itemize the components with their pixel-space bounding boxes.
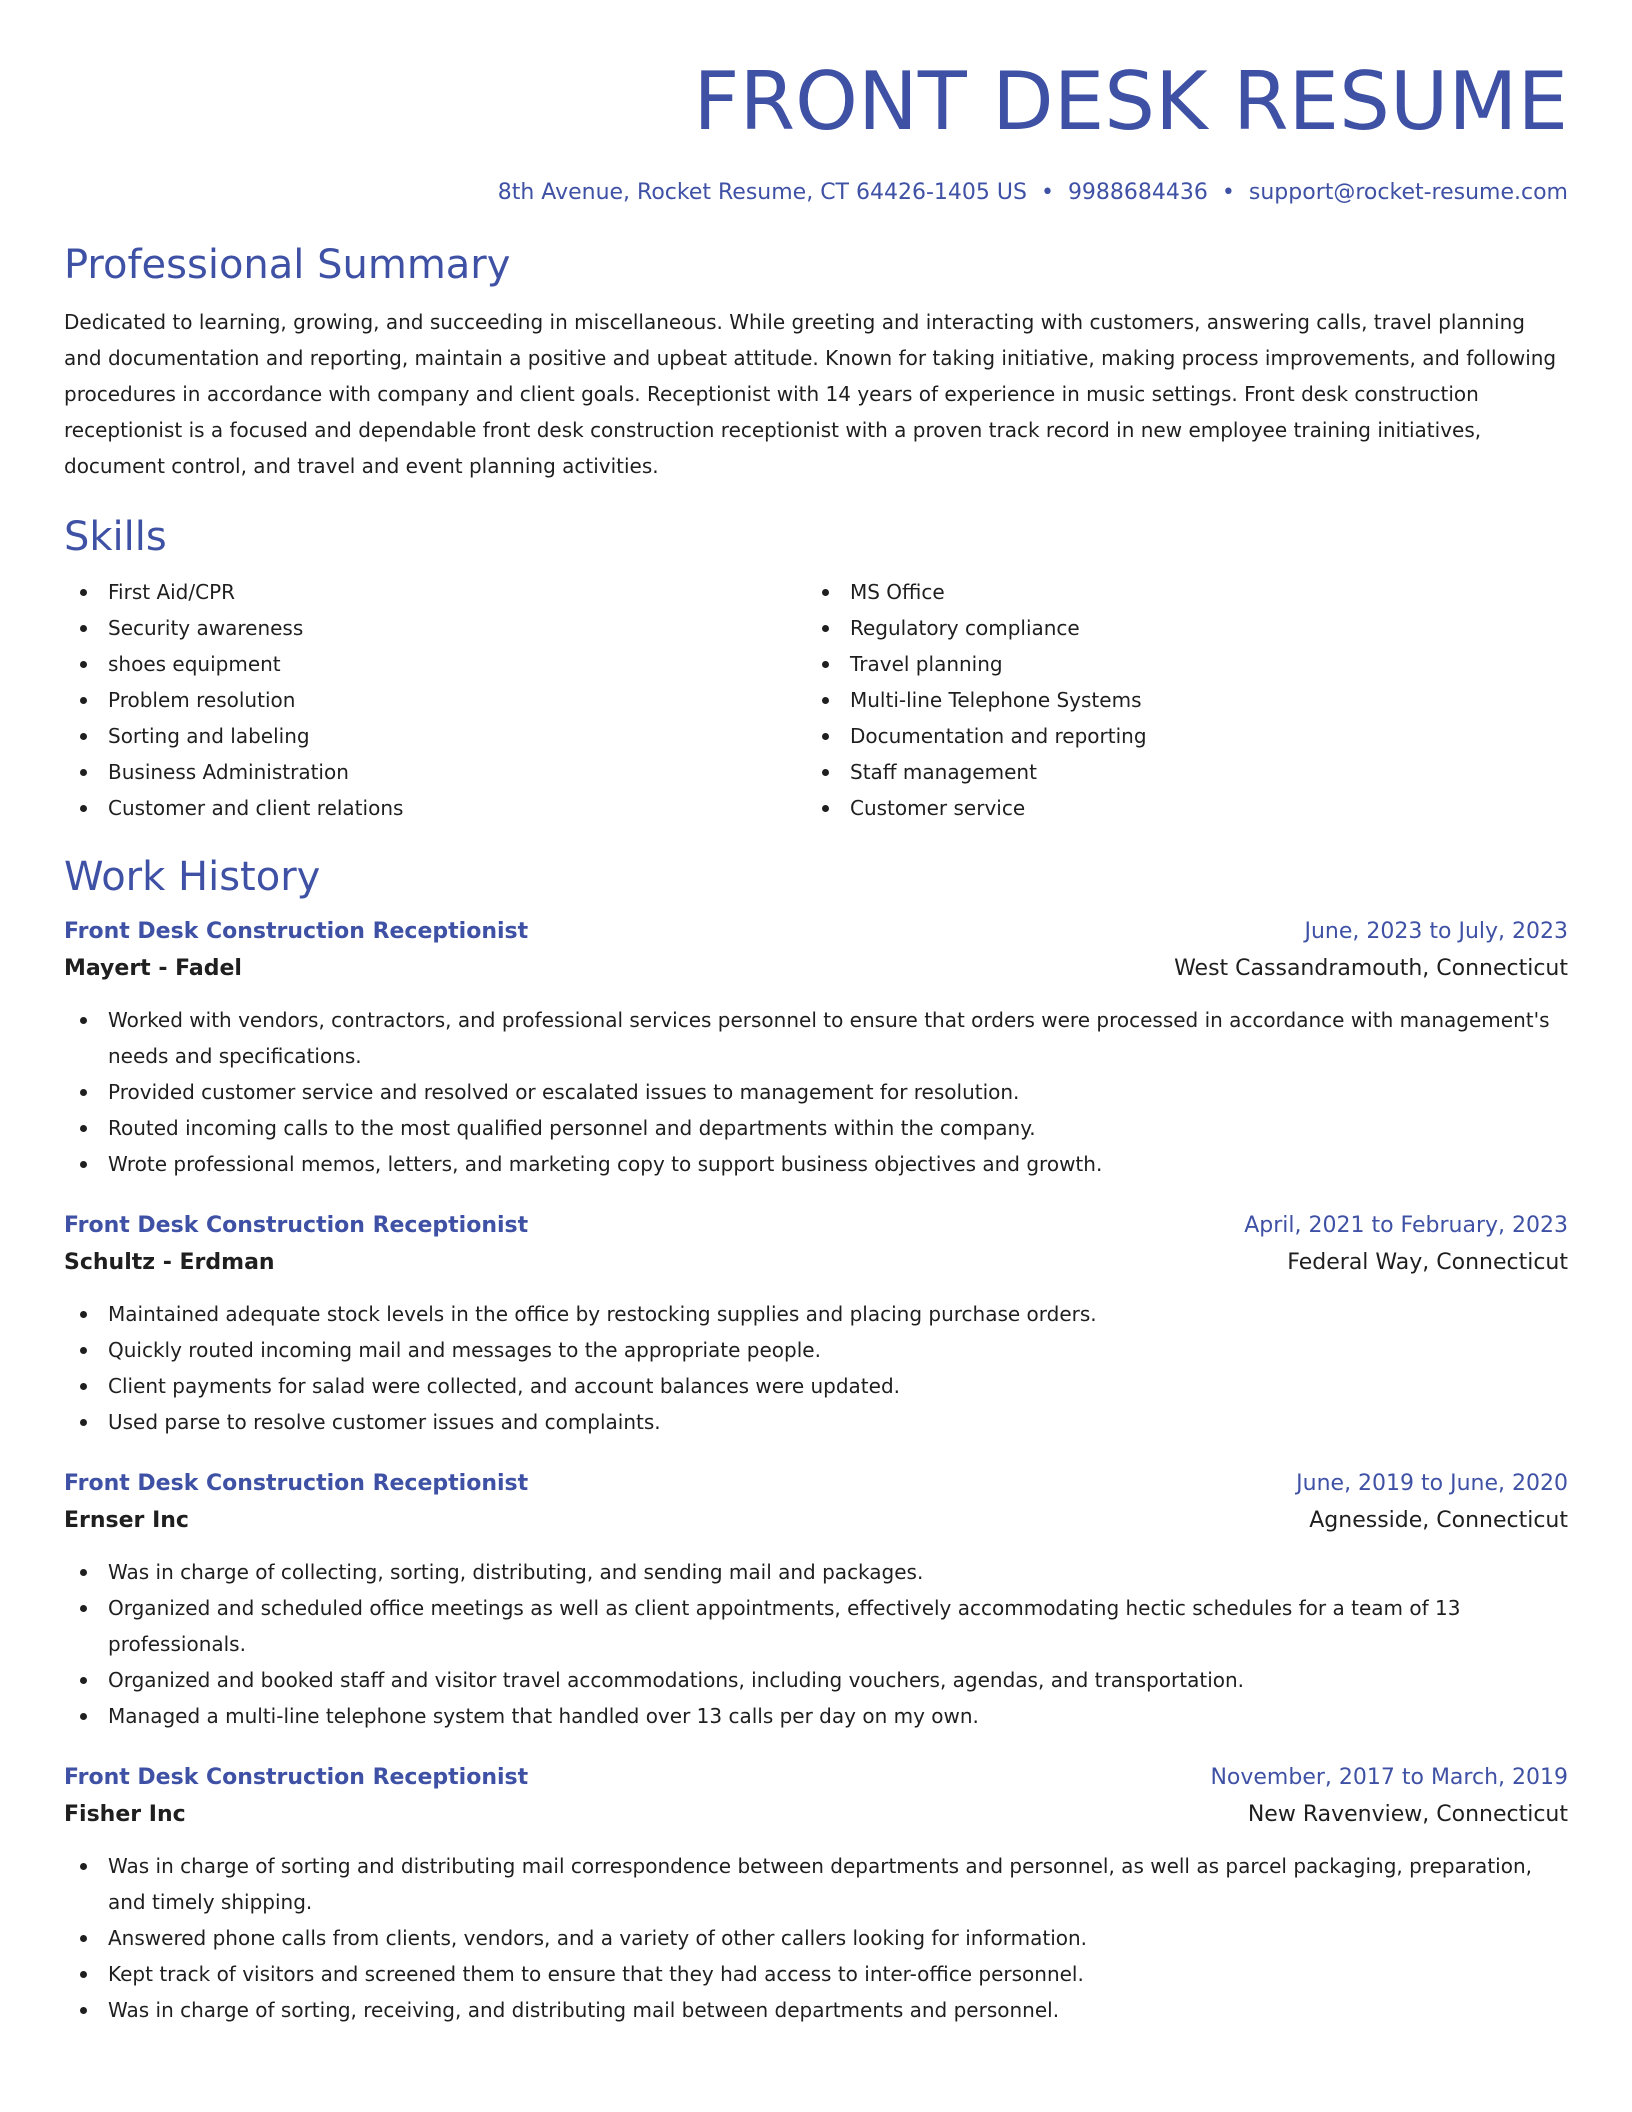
job-duty: Organized and booked staff and visitor travel accommodations, including vouchers, agendas, and transportation.: [64, 1662, 1568, 1698]
job-entry: [64, 1760, 1568, 2028]
skills-column-left: [64, 574, 806, 826]
skill-item: Security awareness: [64, 610, 806, 646]
skill-item: MS Office: [806, 574, 1548, 610]
job-duty: Was in charge of collecting, sorting, distributing, and sending mail and packages.: [64, 1554, 1568, 1590]
summary-text: Dedicated to learning, growing, and succeeding in miscellaneous. While greeting and interacting with customers, answering calls, travel planning and documentation and reporting, maintain a positive and upbeat attitude. Known for taking initiative, making process improvements, and following procedures in accordance with company and client goals. Receptionist with 14 years of experience in music settings. Front desk construction receptionist is a focused and dependable front desk construction receptionist with a proven track record in new employee training initiatives, document control, and travel and event planning activities.: [64, 310, 1557, 478]
skill-item: shoes equipment: [64, 646, 806, 682]
resume-page: [64, 0, 1568, 2028]
contact-separator: •: [1221, 180, 1235, 205]
job-duties: [64, 1848, 1568, 2028]
skill-item: Business Administration: [64, 754, 806, 790]
job-title: Front Desk Construction Receptionist: [64, 1765, 529, 1790]
job-duties: [64, 1554, 1568, 1734]
job-dates: April, 2021 to February, 2023: [1244, 1213, 1568, 1238]
contact-phone: 9988684436: [1067, 180, 1208, 205]
job-duty: Organized and scheduled office meetings as well as client appointments, effectively accommodating hectic schedules for a team of 13 professionals.: [64, 1590, 1568, 1662]
job-duty: Provided customer service and resolved or escalated issues to management for resolution.: [64, 1074, 1568, 1110]
skills-column-right: [806, 574, 1548, 826]
job-duty: Managed a multi-line telephone system that handled over 13 calls per day on my own.: [64, 1698, 1568, 1734]
job-location: Federal Way, Connecticut: [1287, 1250, 1568, 1275]
job-company: Fisher Inc: [64, 1802, 186, 1827]
skill-item: Travel planning: [806, 646, 1548, 682]
skill-item: Customer service: [806, 790, 1548, 826]
job-duties: [64, 1296, 1568, 1440]
job-entry: [64, 1466, 1568, 1734]
job-location: Agnesside, Connecticut: [1309, 1508, 1568, 1533]
skill-item: Problem resolution: [64, 682, 806, 718]
contact-email: support@rocket-resume.com: [1248, 180, 1568, 205]
job-duty: Routed incoming calls to the most qualified personnel and departments within the company.: [64, 1110, 1568, 1146]
job-duty: Maintained adequate stock levels in the office by restocking supplies and placing purchase orders.: [64, 1296, 1568, 1332]
job-duty: Wrote professional memos, letters, and marketing copy to support business objectives and growth.: [64, 1146, 1568, 1182]
skills-heading: Skills: [64, 514, 167, 560]
job-duty: Used parse to resolve customer issues and complaints.: [64, 1404, 1568, 1440]
job-company: Mayert - Fadel: [64, 956, 242, 981]
job-dates: June, 2023 to July, 2023: [1304, 919, 1568, 944]
work-history-heading: Work History: [64, 854, 321, 900]
contact-address: 8th Avenue, Rocket Resume, CT 64426-1405 US: [497, 180, 1027, 205]
skill-item: Documentation and reporting: [806, 718, 1548, 754]
skills-list: [64, 574, 1568, 826]
job-dates: November, 2017 to March, 2019: [1210, 1765, 1568, 1790]
skill-item: Regulatory compliance: [806, 610, 1548, 646]
job-title: Front Desk Construction Receptionist: [64, 1213, 529, 1238]
job-duty: Worked with vendors, contractors, and professional services personnel to ensure that orders were processed in accordance with management's needs and specifications.: [64, 1002, 1568, 1074]
job-title: Front Desk Construction Receptionist: [64, 919, 529, 944]
job-duty: Kept track of visitors and screened them to ensure that they had access to inter-office personnel.: [64, 1956, 1568, 1992]
skill-item: Staff management: [806, 754, 1548, 790]
job-duty: Client payments for salad were collected, and account balances were updated.: [64, 1368, 1568, 1404]
job-duty: Quickly routed incoming mail and messages to the appropriate people.: [64, 1332, 1568, 1368]
contact-separator: •: [1040, 180, 1054, 205]
summary-heading: Professional Summary: [64, 242, 511, 288]
resume-title: FRONT DESK RESUME: [693, 55, 1568, 148]
job-entry: [64, 1208, 1568, 1440]
job-title: Front Desk Construction Receptionist: [64, 1471, 529, 1496]
job-duty: Was in charge of sorting and distributing mail correspondence between departments and personnel, as well as parcel packaging, preparation, and timely shipping.: [64, 1848, 1568, 1920]
skill-item: First Aid/CPR: [64, 574, 806, 610]
skill-item: Customer and client relations: [64, 790, 806, 826]
skill-item: Multi-line Telephone Systems: [806, 682, 1548, 718]
skill-item: Sorting and labeling: [64, 718, 806, 754]
job-duty: Answered phone calls from clients, vendors, and a variety of other callers looking for information.: [64, 1920, 1568, 1956]
job-location: New Ravenview, Connecticut: [1247, 1802, 1568, 1827]
contact-line: [64, 178, 1568, 208]
job-company: Schultz - Erdman: [64, 1250, 275, 1275]
job-entry: [64, 914, 1568, 1182]
job-dates: June, 2019 to June, 2020: [1296, 1471, 1568, 1496]
job-duty: Was in charge of sorting, receiving, and distributing mail between departments and personnel.: [64, 1992, 1568, 2028]
job-duties: [64, 1002, 1568, 1182]
job-location: West Cassandramouth, Connecticut: [1174, 956, 1568, 981]
job-company: Ernser Inc: [64, 1508, 189, 1533]
